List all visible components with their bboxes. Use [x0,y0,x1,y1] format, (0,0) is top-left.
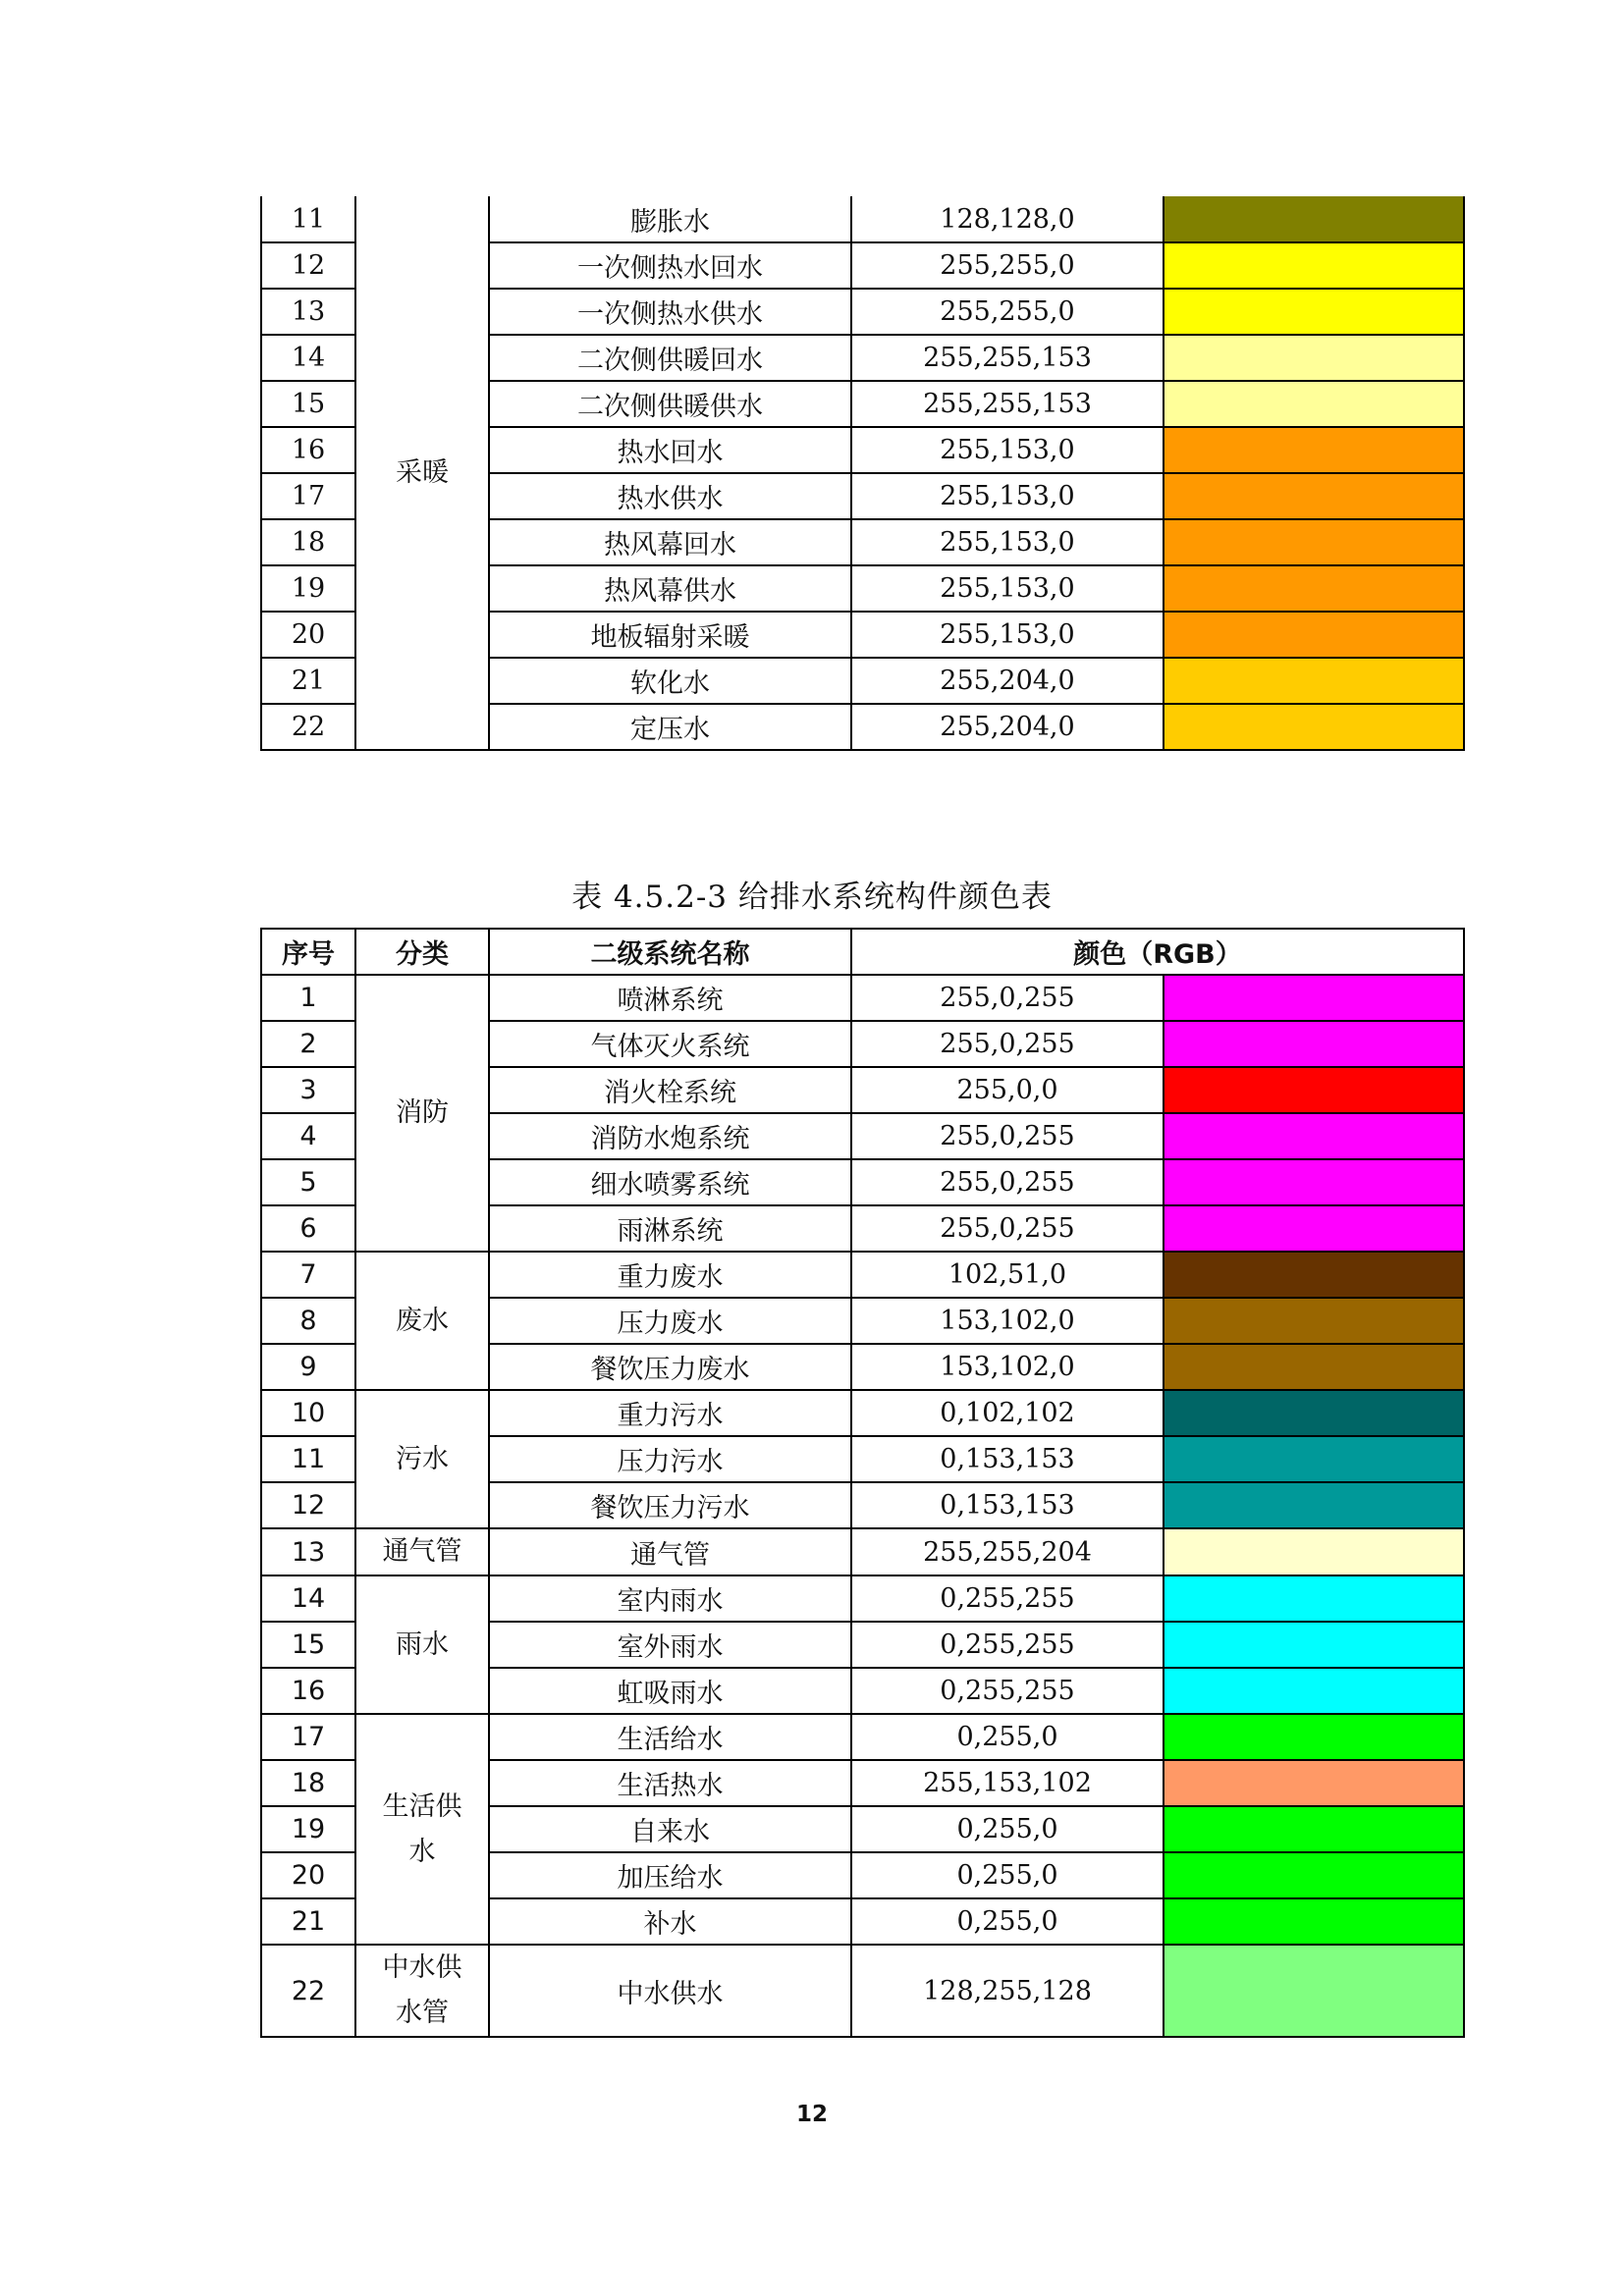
heating-color-table [260,196,1465,751]
color-swatch [1164,1760,1464,1806]
color-swatch [1164,612,1464,658]
category-cell: 消防 [355,975,489,1252]
rgb-value: 255,153,102 [851,1760,1164,1806]
system-name: 热风幕供水 [489,565,851,612]
row-number: 20 [261,612,355,658]
row-number: 21 [261,1898,355,1945]
color-swatch [1164,427,1464,473]
system-name: 热水回水 [489,427,851,473]
row-number: 6 [261,1205,355,1252]
rgb-value: 255,0,255 [851,1021,1164,1067]
color-swatch [1164,289,1464,335]
color-swatch [1164,1344,1464,1390]
rgb-value: 255,204,0 [851,658,1164,704]
system-name: 加压给水 [489,1852,851,1898]
rgb-value: 255,0,0 [851,1067,1164,1113]
header-no: 序号 [261,929,355,975]
color-swatch [1164,1159,1464,1205]
color-swatch [1164,1113,1464,1159]
table-row [261,1714,1464,1760]
row-number: 2 [261,1021,355,1067]
header-name: 二级系统名称 [489,929,851,975]
rgb-value: 255,0,255 [851,1205,1164,1252]
rgb-value: 255,153,0 [851,427,1164,473]
rgb-value: 255,255,204 [851,1528,1164,1575]
system-name: 热水供水 [489,473,851,519]
category-cell: 生活供水 [355,1714,489,1945]
row-number: 1 [261,975,355,1021]
color-swatch [1164,381,1464,427]
rgb-value: 255,153,0 [851,565,1164,612]
color-swatch [1164,1252,1464,1298]
system-name: 餐饮压力废水 [489,1344,851,1390]
color-swatch [1164,1298,1464,1344]
system-name: 膨胀水 [489,196,851,242]
rgb-value: 153,102,0 [851,1298,1164,1344]
row-number: 18 [261,1760,355,1806]
table-row [261,1390,1464,1436]
system-name: 消火栓系统 [489,1067,851,1113]
category-cell: 采暖 [355,196,489,750]
color-swatch [1164,1067,1464,1113]
rgb-value: 255,0,255 [851,1113,1164,1159]
system-name: 压力废水 [489,1298,851,1344]
row-number: 16 [261,427,355,473]
rgb-value: 255,153,0 [851,612,1164,658]
system-name: 生活热水 [489,1760,851,1806]
table-row [261,1252,1464,1298]
row-number: 17 [261,1714,355,1760]
row-number: 19 [261,565,355,612]
color-swatch [1164,1436,1464,1482]
row-number: 3 [261,1067,355,1113]
rgb-value: 255,204,0 [851,704,1164,750]
system-name: 二次侧供暖供水 [489,381,851,427]
category-cell: 废水 [355,1252,489,1390]
table-header-row [261,929,1464,975]
color-swatch [1164,335,1464,381]
row-number: 20 [261,1852,355,1898]
color-swatch [1164,1205,1464,1252]
system-name: 地板辐射采暖 [489,612,851,658]
system-name: 雨淋系统 [489,1205,851,1252]
rgb-value: 0,255,255 [851,1575,1164,1622]
rgb-value: 0,255,0 [851,1714,1164,1760]
rgb-value: 255,153,0 [851,473,1164,519]
table-row [261,196,1464,242]
system-name: 一次侧热水供水 [489,289,851,335]
system-name: 软化水 [489,658,851,704]
row-number: 11 [261,196,355,242]
rgb-value: 0,153,153 [851,1436,1164,1482]
system-name: 中水供水 [489,1945,851,2037]
system-name: 二次侧供暖回水 [489,335,851,381]
row-number: 17 [261,473,355,519]
color-swatch [1164,658,1464,704]
category-cell: 通气管 [355,1528,489,1575]
system-name: 通气管 [489,1528,851,1575]
system-name: 补水 [489,1898,851,1945]
category-cell: 污水 [355,1390,489,1528]
row-number: 22 [261,704,355,750]
row-number: 18 [261,519,355,565]
color-swatch [1164,1575,1464,1622]
row-number: 9 [261,1344,355,1390]
color-swatch [1164,519,1464,565]
color-swatch [1164,1898,1464,1945]
color-swatch [1164,1482,1464,1528]
row-number: 15 [261,1622,355,1668]
row-number: 12 [261,1482,355,1528]
row-number: 16 [261,1668,355,1714]
table-row [261,1575,1464,1622]
system-name: 重力污水 [489,1390,851,1436]
row-number: 11 [261,1436,355,1482]
system-name: 气体灭火系统 [489,1021,851,1067]
row-number: 15 [261,381,355,427]
rgb-value: 255,255,153 [851,381,1164,427]
system-name: 虹吸雨水 [489,1668,851,1714]
row-number: 14 [261,1575,355,1622]
table-row [261,1528,1464,1575]
rgb-value: 255,0,255 [851,1159,1164,1205]
rgb-value: 0,255,0 [851,1852,1164,1898]
row-number: 14 [261,335,355,381]
color-swatch [1164,1668,1464,1714]
color-swatch [1164,1021,1464,1067]
system-name: 一次侧热水回水 [489,242,851,289]
rgb-value: 128,255,128 [851,1945,1164,2037]
system-name: 重力废水 [489,1252,851,1298]
system-name: 压力污水 [489,1436,851,1482]
system-name: 生活给水 [489,1714,851,1760]
system-name: 定压水 [489,704,851,750]
rgb-value: 255,153,0 [851,519,1164,565]
table-caption: 表 4.5.2-3 给排水系统构件颜色表 [571,880,1053,915]
system-name: 喷淋系统 [489,975,851,1021]
table-row [261,975,1464,1021]
rgb-value: 0,102,102 [851,1390,1164,1436]
header-category: 分类 [355,929,489,975]
rgb-value: 255,255,153 [851,335,1164,381]
system-name: 细水喷雾系统 [489,1159,851,1205]
color-swatch [1164,1945,1464,2037]
system-name: 餐饮压力污水 [489,1482,851,1528]
header-color: 颜色（RGB） [851,929,1464,975]
rgb-value: 255,255,0 [851,242,1164,289]
rgb-value: 0,255,0 [851,1806,1164,1852]
system-name: 消防水炮系统 [489,1113,851,1159]
color-swatch [1164,242,1464,289]
color-swatch [1164,1806,1464,1852]
category-cell: 中水供水管 [355,1945,489,2037]
rgb-value: 255,255,0 [851,289,1164,335]
color-swatch [1164,704,1464,750]
color-swatch [1164,1852,1464,1898]
rgb-value: 255,0,255 [851,975,1164,1021]
color-swatch [1164,1622,1464,1668]
color-swatch [1164,1528,1464,1575]
system-name: 自来水 [489,1806,851,1852]
row-number: 12 [261,242,355,289]
rgb-value: 0,153,153 [851,1482,1164,1528]
row-number: 13 [261,1528,355,1575]
page-number: 12 [795,2102,828,2127]
rgb-value: 128,128,0 [851,196,1164,242]
table-row [261,1945,1464,2037]
row-number: 4 [261,1113,355,1159]
row-number: 19 [261,1806,355,1852]
system-name: 室内雨水 [489,1575,851,1622]
row-number: 5 [261,1159,355,1205]
row-number: 10 [261,1390,355,1436]
row-number: 21 [261,658,355,704]
category-cell: 雨水 [355,1575,489,1714]
water-system-color-table [260,928,1465,2038]
rgb-value: 0,255,0 [851,1898,1164,1945]
rgb-value: 102,51,0 [851,1252,1164,1298]
rgb-value: 0,255,255 [851,1622,1164,1668]
color-swatch [1164,565,1464,612]
row-number: 22 [261,1945,355,2037]
row-number: 8 [261,1298,355,1344]
color-swatch [1164,196,1464,242]
system-name: 热风幕回水 [489,519,851,565]
color-swatch [1164,975,1464,1021]
rgb-value: 153,102,0 [851,1344,1164,1390]
color-swatch [1164,473,1464,519]
row-number: 7 [261,1252,355,1298]
color-swatch [1164,1714,1464,1760]
rgb-value: 0,255,255 [851,1668,1164,1714]
color-swatch [1164,1390,1464,1436]
system-name: 室外雨水 [489,1622,851,1668]
row-number: 13 [261,289,355,335]
